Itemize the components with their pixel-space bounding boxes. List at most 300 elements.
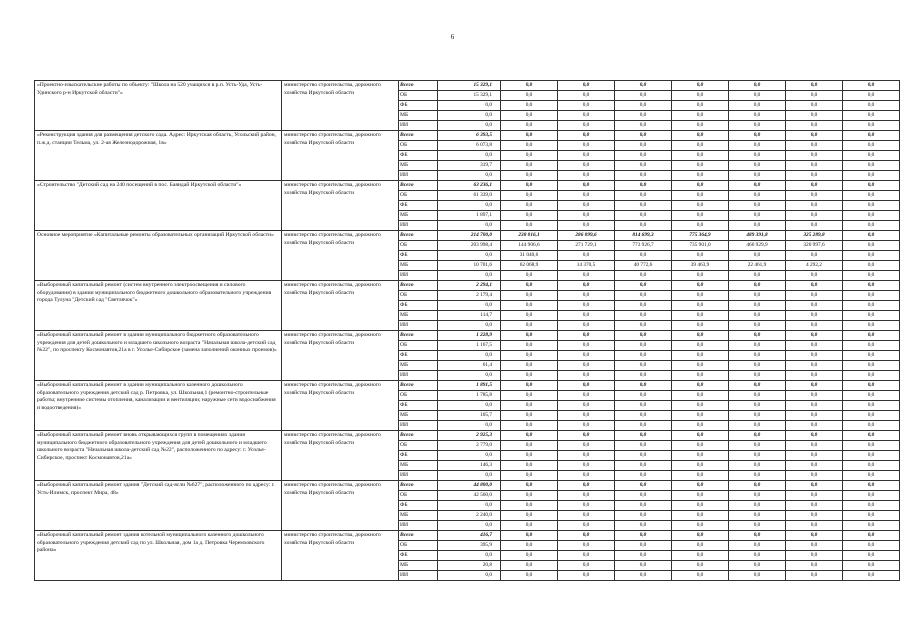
amount-cell: 0,0 [843, 371, 900, 381]
amount-cell: 0,0 [729, 331, 786, 341]
amount-cell: 0,0 [786, 491, 843, 501]
amount-cell: 2 240,0 [438, 511, 501, 521]
amount-cell: 0,0 [843, 571, 900, 581]
funding-source: Всего [399, 381, 438, 391]
amount-cell: 0,0 [615, 291, 672, 301]
amount-cell: 6 393,5 [438, 131, 501, 141]
amount-cell: 0,0 [786, 291, 843, 301]
amount-cell: 0,0 [672, 411, 729, 421]
amount-cell: 0,0 [615, 121, 672, 131]
amount-cell: 0,0 [501, 441, 558, 451]
amount-cell: 146,3 [438, 461, 501, 471]
amount-cell: 0,0 [558, 381, 615, 391]
amount-cell: 0,0 [558, 221, 615, 231]
funding-source: ОБ [399, 141, 438, 151]
page-number: 6 [450, 33, 455, 41]
amount-cell: 0,0 [672, 271, 729, 281]
amount-cell: 0,0 [615, 481, 672, 491]
amount-cell: 0,0 [672, 121, 729, 131]
amount-cell: 0,0 [615, 171, 672, 181]
amount-cell: 0,0 [672, 161, 729, 171]
amount-cell: 0,0 [438, 521, 501, 531]
amount-cell: 395,9 [438, 541, 501, 551]
amount-cell: 0,0 [438, 301, 501, 311]
amount-cell: 0,0 [843, 121, 900, 131]
amount-cell: 0,0 [438, 121, 501, 131]
amount-cell: 0,0 [558, 141, 615, 151]
responsible-executor: министерство строительства, дорожного хозяйства Иркутской области [282, 131, 399, 181]
amount-cell: 0,0 [501, 411, 558, 421]
amount-cell: 0,0 [558, 461, 615, 471]
amount-cell: 0,0 [558, 351, 615, 361]
amount-cell: 0,0 [786, 371, 843, 381]
amount-cell: 0,0 [558, 151, 615, 161]
amount-cell: 0,0 [501, 141, 558, 151]
amount-cell: 0,0 [843, 531, 900, 541]
amount-cell: 0,0 [615, 561, 672, 571]
amount-cell: 0,0 [786, 131, 843, 141]
amount-cell: 286 099,6 [558, 231, 615, 241]
amount-cell: 39 463,9 [672, 261, 729, 271]
table-row [35, 181, 900, 191]
amount-cell: 0,0 [729, 371, 786, 381]
amount-cell: 0,0 [786, 91, 843, 101]
amount-cell: 0,0 [501, 391, 558, 401]
amount-cell: 0,0 [501, 501, 558, 511]
amount-cell: 0,0 [615, 531, 672, 541]
amount-cell: 0,0 [672, 381, 729, 391]
amount-cell: 0,0 [558, 511, 615, 521]
amount-cell: 0,0 [786, 441, 843, 451]
amount-cell: 0,0 [843, 171, 900, 181]
funding-source: ИИ [399, 471, 438, 481]
amount-cell: 0,0 [615, 271, 672, 281]
amount-cell: 0,0 [843, 181, 900, 191]
amount-cell: 0,0 [729, 271, 786, 281]
amount-cell: 0,0 [672, 501, 729, 511]
amount-cell: 0,0 [615, 321, 672, 331]
amount-cell: 320 997,6 [786, 241, 843, 251]
amount-cell: 0,0 [786, 571, 843, 581]
amount-cell: 0,0 [501, 511, 558, 521]
funding-source: ИИ [399, 371, 438, 381]
funding-source: МБ [399, 511, 438, 521]
amount-cell: 0,0 [558, 191, 615, 201]
amount-cell: 0,0 [558, 361, 615, 371]
amount-cell: 0,0 [843, 231, 900, 241]
funding-source: ИИ [399, 221, 438, 231]
amount-cell: 0,0 [615, 221, 672, 231]
amount-cell: 0,0 [615, 141, 672, 151]
amount-cell: 0,0 [615, 451, 672, 461]
amount-cell: 0,0 [501, 111, 558, 121]
amount-cell: 0,0 [672, 561, 729, 571]
amount-cell: 0,0 [558, 551, 615, 561]
table-row [35, 381, 900, 391]
amount-cell: 0,0 [438, 501, 501, 511]
table-row [35, 231, 900, 241]
funding-source: ФБ [399, 451, 438, 461]
table-row [35, 431, 900, 441]
amount-cell: 0,0 [501, 301, 558, 311]
funding-source: ОБ [399, 441, 438, 451]
amount-cell: 0,0 [729, 571, 786, 581]
amount-cell: 0,0 [843, 451, 900, 461]
amount-cell: 0,0 [786, 401, 843, 411]
amount-cell: 0,0 [786, 81, 843, 91]
funding-source: МБ [399, 311, 438, 321]
amount-cell: 0,0 [786, 561, 843, 571]
amount-cell: 0,0 [729, 191, 786, 201]
amount-cell: 0,0 [501, 331, 558, 341]
amount-cell: 0,0 [672, 551, 729, 561]
amount-cell: 0,0 [843, 461, 900, 471]
responsible-executor: министерство строительства, дорожного хозяйства Иркутской области [282, 231, 399, 281]
amount-cell: 0,0 [501, 161, 558, 171]
amount-cell: 0,0 [843, 391, 900, 401]
funding-source: МБ [399, 561, 438, 571]
amount-cell: 0,0 [672, 431, 729, 441]
amount-cell: 0,0 [558, 481, 615, 491]
amount-cell: 0,0 [558, 541, 615, 551]
amount-cell: 0,0 [729, 561, 786, 571]
amount-cell: 416,7 [438, 531, 501, 541]
amount-cell: 0,0 [729, 181, 786, 191]
funding-source: ОБ [399, 491, 438, 501]
amount-cell: 0,0 [843, 381, 900, 391]
amount-cell: 0,0 [615, 181, 672, 191]
amount-cell: 0,0 [501, 151, 558, 161]
amount-cell: 0,0 [843, 221, 900, 231]
amount-cell: 319,7 [438, 161, 501, 171]
amount-cell: 0,0 [501, 101, 558, 111]
amount-cell: 0,0 [615, 331, 672, 341]
amount-cell: 0,0 [786, 411, 843, 421]
amount-cell: 0,0 [786, 521, 843, 531]
amount-cell: 0,0 [672, 301, 729, 311]
funding-source: ФБ [399, 401, 438, 411]
amount-cell: 0,0 [843, 421, 900, 431]
amount-cell: 325 289,8 [786, 231, 843, 241]
amount-cell: 0,0 [558, 441, 615, 451]
amount-cell: 6 073,8 [438, 141, 501, 151]
funding-source: ИИ [399, 271, 438, 281]
amount-cell: 0,0 [501, 481, 558, 491]
amount-cell: 0,0 [786, 501, 843, 511]
amount-cell: 0,0 [438, 451, 501, 461]
amount-cell: 0,0 [729, 551, 786, 561]
amount-cell: 0,0 [615, 431, 672, 441]
amount-cell: 0,0 [729, 381, 786, 391]
amount-cell: 0,0 [501, 421, 558, 431]
amount-cell: 0,0 [672, 171, 729, 181]
amount-cell: 0,0 [501, 121, 558, 131]
amount-cell: 31 040,6 [501, 251, 558, 261]
amount-cell: 0,0 [672, 391, 729, 401]
amount-cell: 0,0 [501, 211, 558, 221]
amount-cell: 0,0 [843, 111, 900, 121]
amount-cell: 0,0 [501, 541, 558, 551]
amount-cell: 0,0 [729, 211, 786, 221]
funding-source: МБ [399, 211, 438, 221]
amount-cell: 0,0 [843, 501, 900, 511]
amount-cell: 0,0 [438, 471, 501, 481]
amount-cell: 40 772,6 [615, 261, 672, 271]
amount-cell: 0,0 [672, 361, 729, 371]
amount-cell: 0,0 [786, 531, 843, 541]
amount-cell: 0,0 [843, 331, 900, 341]
amount-cell: 0,0 [672, 201, 729, 211]
amount-cell: 0,0 [786, 251, 843, 261]
project-description: «Реконструкция здания для размещения детского сада. Адрес: Иркутская область, Усольский район, п.ж.д. станции Тельма, ул. 2-ая Железнодорожная, 1в» [35, 131, 282, 181]
amount-cell: 0,0 [672, 101, 729, 111]
amount-cell: 114,7 [438, 311, 501, 321]
amount-cell: 0,0 [672, 421, 729, 431]
amount-cell: 0,0 [438, 111, 501, 121]
amount-cell: 0,0 [615, 441, 672, 451]
amount-cell: 0,0 [786, 181, 843, 191]
amount-cell: 0,0 [558, 121, 615, 131]
amount-cell: 0,0 [786, 471, 843, 481]
amount-cell: 0,0 [615, 111, 672, 121]
amount-cell: 0,0 [786, 321, 843, 331]
amount-cell: 0,0 [501, 201, 558, 211]
amount-cell: 0,0 [786, 351, 843, 361]
amount-cell: 0,0 [843, 511, 900, 521]
funding-source: ФБ [399, 151, 438, 161]
amount-cell: 466 929,9 [729, 241, 786, 251]
funding-source: ОБ [399, 541, 438, 551]
amount-cell: 0,0 [786, 551, 843, 561]
amount-cell: 0,0 [558, 281, 615, 291]
amount-cell: 0,0 [438, 571, 501, 581]
amount-cell: 0,0 [843, 351, 900, 361]
amount-cell: 0,0 [438, 401, 501, 411]
amount-cell: 0,0 [501, 531, 558, 541]
amount-cell: 0,0 [843, 431, 900, 441]
amount-cell: 2 779,0 [438, 441, 501, 451]
amount-cell: 0,0 [729, 521, 786, 531]
amount-cell: 0,0 [729, 281, 786, 291]
amount-cell: 0,0 [729, 291, 786, 301]
amount-cell: 0,0 [558, 501, 615, 511]
amount-cell: 0,0 [729, 411, 786, 421]
amount-cell: 0,0 [615, 511, 672, 521]
amount-cell: 0,0 [615, 311, 672, 321]
amount-cell: 0,0 [501, 281, 558, 291]
amount-cell: 0,0 [729, 101, 786, 111]
funding-source: ОБ [399, 91, 438, 101]
amount-cell: 0,0 [501, 461, 558, 471]
amount-cell: 63 236,1 [438, 181, 501, 191]
amount-cell: 0,0 [558, 531, 615, 541]
amount-cell: 0,0 [438, 321, 501, 331]
amount-cell: 214 700,0 [438, 231, 501, 241]
funding-source: Всего [399, 481, 438, 491]
amount-cell: 0,0 [558, 371, 615, 381]
amount-cell: 0,0 [615, 91, 672, 101]
amount-cell: 0,0 [501, 91, 558, 101]
table-row [35, 531, 900, 541]
amount-cell: 0,0 [786, 461, 843, 471]
amount-cell: 0,0 [615, 551, 672, 561]
funding-source: ОБ [399, 341, 438, 351]
responsible-executor: министерство строительства, дорожного хозяйства Иркутской области [282, 281, 399, 331]
amount-cell: 0,0 [843, 521, 900, 531]
amount-cell: 0,0 [558, 201, 615, 211]
amount-cell: 0,0 [501, 171, 558, 181]
amount-cell: 0,0 [558, 451, 615, 461]
amount-cell: 0,0 [501, 351, 558, 361]
amount-cell: 735 901,0 [672, 241, 729, 251]
amount-cell: 0,0 [843, 561, 900, 571]
amount-cell: 0,0 [501, 401, 558, 411]
amount-cell: 0,0 [615, 491, 672, 501]
funding-source: ФБ [399, 201, 438, 211]
amount-cell: 0,0 [729, 251, 786, 261]
amount-cell: 0,0 [558, 561, 615, 571]
funding-source: ФБ [399, 101, 438, 111]
project-description: «Выборочный капитальный ремонт (систем внутреннего электроосвещения и силового оборудования) в здании муниципального бюджетного дошкольного образовательного учреждения города Тулуна "Детский сад "Светлячок"» [35, 281, 282, 331]
amount-cell: 0,0 [843, 101, 900, 111]
amount-cell: 0,0 [672, 371, 729, 381]
amount-cell: 0,0 [672, 401, 729, 411]
amount-cell: 0,0 [615, 351, 672, 361]
project-description: «Выборочный капитальный ремонт в здании муниципального казенного дошкольного образовательного учреждения детский сад р. Петровка, ул. Школьная,1 (ремонтно-строительные работы; внутренние системы отопления, канализации и вентиляции; наружные сети водоснабжения и водоотведения)» [35, 381, 282, 431]
amount-cell: 0,0 [672, 321, 729, 331]
amount-cell: 0,0 [501, 451, 558, 461]
amount-cell: 0,0 [843, 401, 900, 411]
amount-cell: 0,0 [786, 421, 843, 431]
amount-cell: 0,0 [786, 191, 843, 201]
amount-cell: 0,0 [729, 301, 786, 311]
amount-cell: 0,0 [786, 111, 843, 121]
amount-cell: 0,0 [843, 141, 900, 151]
responsible-executor: министерство строительства, дорожного хозяйства Иркутской области [282, 381, 399, 431]
amount-cell: 0,0 [729, 311, 786, 321]
amount-cell: 0,0 [501, 271, 558, 281]
responsible-executor: министерство строительства, дорожного хозяйства Иркутской области [282, 181, 399, 231]
amount-cell: 0,0 [615, 571, 672, 581]
funding-source: Всего [399, 431, 438, 441]
funding-source: МБ [399, 161, 438, 171]
amount-cell: 0,0 [843, 131, 900, 141]
amount-cell: 0,0 [843, 491, 900, 501]
amount-cell: 0,0 [729, 401, 786, 411]
amount-cell: 0,0 [672, 331, 729, 341]
amount-cell: 0,0 [558, 341, 615, 351]
amount-cell: 0,0 [729, 131, 786, 141]
amount-cell: 0,0 [843, 301, 900, 311]
funding-source: ИИ [399, 421, 438, 431]
amount-cell: 0,0 [615, 81, 672, 91]
amount-cell: 271 729,1 [558, 241, 615, 251]
amount-cell: 0,0 [672, 211, 729, 221]
amount-cell: 0,0 [786, 221, 843, 231]
amount-cell: 0,0 [672, 141, 729, 151]
funding-source: ФБ [399, 501, 438, 511]
amount-cell: 0,0 [672, 351, 729, 361]
amount-cell: 0,0 [438, 251, 501, 261]
amount-cell: 0,0 [672, 441, 729, 451]
amount-cell: 0,0 [729, 451, 786, 461]
amount-cell: 203 998,4 [438, 241, 501, 251]
amount-cell: 0,0 [615, 301, 672, 311]
amount-cell: 0,0 [672, 181, 729, 191]
amount-cell: 0,0 [558, 411, 615, 421]
amount-cell: 0,0 [843, 311, 900, 321]
funding-source: Всего [399, 231, 438, 241]
amount-cell: 0,0 [786, 311, 843, 321]
amount-cell: 0,0 [558, 211, 615, 221]
funding-source: МБ [399, 111, 438, 121]
amount-cell: 0,0 [843, 151, 900, 161]
responsible-executor: министерство строительства, дорожного хозяйства Иркутской области [282, 431, 399, 481]
amount-cell: 0,0 [672, 91, 729, 101]
amount-cell: 0,0 [615, 401, 672, 411]
amount-cell: 0,0 [786, 211, 843, 221]
amount-cell: 0,0 [558, 491, 615, 501]
funding-source: ИИ [399, 571, 438, 581]
funding-source: Всего [399, 131, 438, 141]
amount-cell: 0,0 [786, 171, 843, 181]
table-row [35, 81, 900, 91]
amount-cell: 0,0 [786, 481, 843, 491]
amount-cell: 62 068,9 [501, 261, 558, 271]
amount-cell: 14 370,5 [558, 261, 615, 271]
amount-cell: 0,0 [786, 331, 843, 341]
amount-cell: 0,0 [729, 91, 786, 101]
amount-cell: 0,0 [615, 341, 672, 351]
amount-cell: 0,0 [438, 171, 501, 181]
amount-cell: 0,0 [615, 471, 672, 481]
amount-cell: 0,0 [843, 291, 900, 301]
table-row [35, 481, 900, 491]
amount-cell: 0,0 [786, 101, 843, 111]
amount-cell: 0,0 [438, 201, 501, 211]
amount-cell: 0,0 [672, 491, 729, 501]
funding-source: ОБ [399, 291, 438, 301]
amount-cell: 0,0 [615, 151, 672, 161]
amount-cell: 0,0 [786, 301, 843, 311]
amount-cell: 0,0 [843, 261, 900, 271]
amount-cell: 0,0 [786, 281, 843, 291]
table-row [35, 331, 900, 341]
amount-cell: 0,0 [672, 521, 729, 531]
amount-cell: 0,0 [672, 461, 729, 471]
amount-cell: 0,0 [438, 421, 501, 431]
amount-cell: 0,0 [729, 541, 786, 551]
amount-cell: 0,0 [843, 161, 900, 171]
amount-cell: 0,0 [843, 441, 900, 451]
amount-cell: 0,0 [672, 221, 729, 231]
funding-source: МБ [399, 411, 438, 421]
amount-cell: 0,0 [558, 311, 615, 321]
amount-cell: 238 016,1 [501, 231, 558, 241]
amount-cell: 0,0 [729, 421, 786, 431]
amount-cell: 0,0 [558, 131, 615, 141]
funding-source: ФБ [399, 351, 438, 361]
amount-cell: 0,0 [501, 431, 558, 441]
amount-cell: 61 339,0 [438, 191, 501, 201]
amount-cell: 773 926,7 [615, 241, 672, 251]
amount-cell: 0,0 [843, 361, 900, 371]
amount-cell: 0,0 [558, 521, 615, 531]
amount-cell: 0,0 [786, 141, 843, 151]
amount-cell: 0,0 [501, 491, 558, 501]
amount-cell: 0,0 [558, 251, 615, 261]
amount-cell: 0,0 [672, 131, 729, 141]
